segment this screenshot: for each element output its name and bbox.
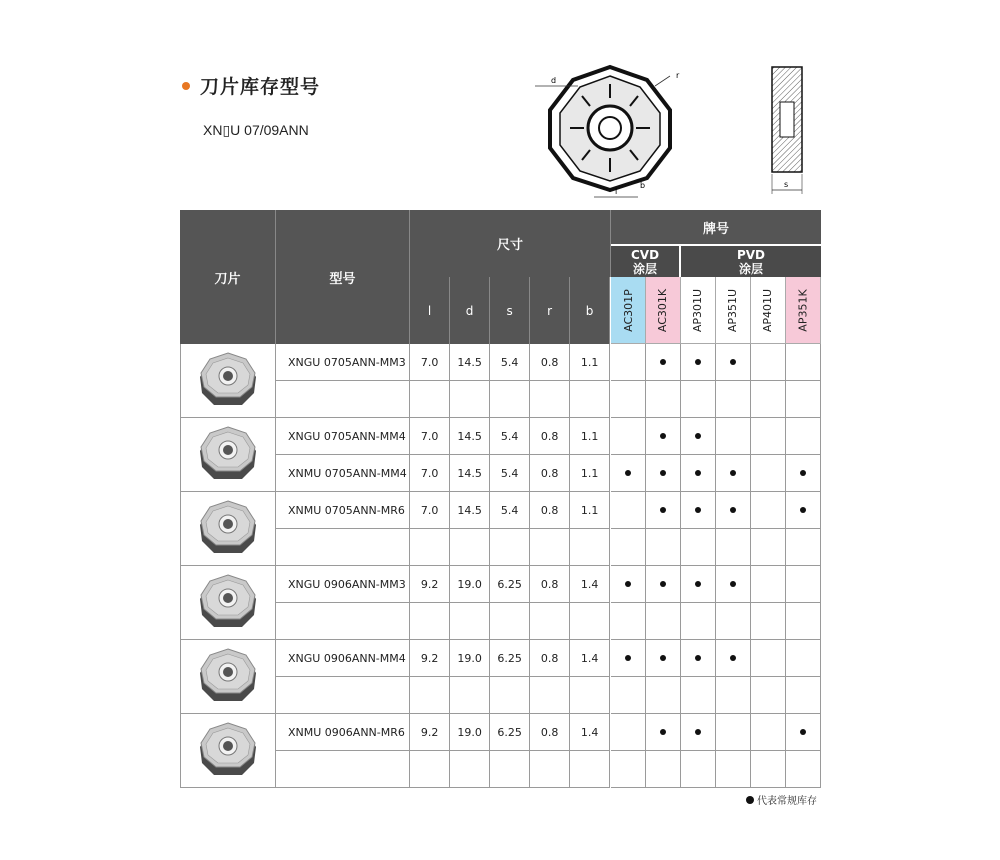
insert-front-diagram — [530, 62, 690, 202]
insert-photo-cell — [180, 714, 276, 788]
dim-cell-d: 19.0 — [450, 566, 490, 603]
page-title: 刀片库存型号 — [200, 76, 321, 98]
dim-cell-b: 1.1 — [570, 492, 610, 529]
header-grade-ac301k — [646, 277, 681, 344]
stock-cell — [716, 603, 751, 640]
stock-cell — [646, 714, 681, 751]
dim-cell-d — [450, 381, 490, 418]
stock-cell — [716, 492, 751, 529]
dim-cell-b: 1.4 — [570, 566, 610, 603]
dim-cell-s: 5.4 — [490, 344, 530, 381]
stock-dot — [660, 470, 666, 476]
grade-label: AP301U — [691, 288, 705, 332]
stock-cell — [646, 603, 681, 640]
legend — [746, 792, 817, 807]
header-insert: 刀片 — [180, 210, 276, 344]
dim-cell-s: 6.25 — [490, 640, 530, 677]
stock-dot — [625, 581, 631, 587]
dim-cell-l — [410, 529, 450, 566]
dim-cell-s: 5.4 — [490, 455, 530, 492]
dim-cell-r: 0.8 — [530, 344, 570, 381]
diagram-label-l: l — [615, 187, 618, 196]
header-dim-r: r — [530, 277, 570, 344]
dim-cell-r: 0.8 — [530, 455, 570, 492]
header-model: 型号 — [276, 210, 410, 344]
stock-dot — [695, 581, 701, 587]
stock-cell — [681, 344, 716, 381]
insert-image — [196, 573, 260, 633]
stock-cell — [681, 677, 716, 714]
stock-dot — [625, 470, 631, 476]
dim-cell-b: 1.4 — [570, 640, 610, 677]
dim-cell-r: 0.8 — [530, 492, 570, 529]
dim-cell-l — [410, 603, 450, 640]
stock-cell — [681, 714, 716, 751]
grade-label: AP401U — [761, 288, 775, 332]
stock-dot — [660, 581, 666, 587]
stock-cell — [646, 751, 681, 788]
stock-cell — [611, 566, 646, 603]
insert-side-diagram — [762, 62, 812, 202]
stock-cell — [786, 529, 821, 566]
model-cell: XNMU 0705ANN-MR6 — [276, 492, 410, 529]
dim-cell-d — [450, 677, 490, 714]
insert-photo-cell — [180, 492, 276, 566]
dim-cell-d: 14.5 — [450, 455, 490, 492]
stock-cell — [611, 418, 646, 455]
stock-cell — [786, 603, 821, 640]
dim-cell-l — [410, 751, 450, 788]
stock-cell — [646, 381, 681, 418]
stock-cell — [786, 455, 821, 492]
model-cell: XNMU 0906ANN-MR6 — [276, 714, 410, 751]
stock-cell — [716, 751, 751, 788]
stock-dot — [695, 655, 701, 661]
grade-label: AP351U — [726, 288, 740, 332]
insert-photo-cell — [180, 344, 276, 418]
stock-dot — [800, 729, 806, 735]
stock-cell — [751, 344, 786, 381]
stock-cell — [786, 418, 821, 455]
dim-cell-l: 7.0 — [410, 492, 450, 529]
header-grade-ac301p — [611, 277, 646, 344]
dim-cell-s: 6.25 — [490, 714, 530, 751]
insert-image — [196, 499, 260, 559]
model-cell: XNGU 0705ANN-MM4 — [276, 418, 410, 455]
stock-dot — [800, 507, 806, 513]
stock-dot — [625, 655, 631, 661]
dim-cell-r: 0.8 — [530, 640, 570, 677]
dim-cell-b — [570, 603, 610, 640]
header-cvd: CVD 涂层 — [611, 244, 681, 277]
header-grade-ap401u — [751, 277, 786, 344]
dim-cell-s: 5.4 — [490, 492, 530, 529]
stock-cell — [646, 529, 681, 566]
header-dim-b: b — [570, 277, 610, 344]
stock-dot — [730, 655, 736, 661]
dim-cell-d: 14.5 — [450, 418, 490, 455]
stock-cell — [646, 455, 681, 492]
stock-cell — [716, 566, 751, 603]
dim-cell-s — [490, 381, 530, 418]
stock-cell — [646, 566, 681, 603]
dim-cell-s: 5.4 — [490, 418, 530, 455]
insert-photo-cell — [180, 418, 276, 492]
header-dim-l: l — [410, 277, 450, 344]
dim-cell-d: 14.5 — [450, 492, 490, 529]
dim-cell-l: 9.2 — [410, 566, 450, 603]
dim-cell-d: 19.0 — [450, 714, 490, 751]
stock-dot — [730, 581, 736, 587]
grade-label: AP351K — [796, 288, 810, 332]
stock-dot — [730, 359, 736, 365]
diagram-label-b: b — [640, 181, 646, 190]
stock-cell — [681, 381, 716, 418]
stock-cell — [611, 751, 646, 788]
dim-cell-b: 1.4 — [570, 714, 610, 751]
model-cell — [276, 603, 410, 640]
dim-cell-d: 19.0 — [450, 640, 490, 677]
stock-cell — [786, 492, 821, 529]
dim-cell-d — [450, 529, 490, 566]
stock-cell — [716, 529, 751, 566]
dim-cell-s — [490, 677, 530, 714]
stock-cell — [751, 492, 786, 529]
stock-dot — [695, 433, 701, 439]
stock-dot — [695, 470, 701, 476]
dim-cell-s — [490, 751, 530, 788]
stock-cell — [751, 455, 786, 492]
stock-dot — [730, 470, 736, 476]
dim-cell-b — [570, 677, 610, 714]
stock-dot — [660, 433, 666, 439]
stock-cell — [751, 529, 786, 566]
dim-cell-d: 14.5 — [450, 344, 490, 381]
dim-cell-l: 7.0 — [410, 418, 450, 455]
stock-dot — [660, 359, 666, 365]
insert-image — [196, 351, 260, 411]
stock-cell — [611, 640, 646, 677]
header-dim-s: s — [490, 277, 530, 344]
dim-cell-l: 9.2 — [410, 640, 450, 677]
header-dimensions: 尺寸 — [410, 210, 611, 277]
dim-cell-s — [490, 529, 530, 566]
model-cell — [276, 677, 410, 714]
header-dim-d: d — [450, 277, 490, 344]
stock-cell — [681, 418, 716, 455]
dim-cell-r: 0.8 — [530, 714, 570, 751]
stock-dot — [660, 655, 666, 661]
stock-cell — [611, 677, 646, 714]
stock-cell — [611, 714, 646, 751]
model-cell: XNGU 0705ANN-MM3 — [276, 344, 410, 381]
stock-cell — [681, 529, 716, 566]
grade-label: AC301K — [656, 288, 670, 332]
stock-cell — [611, 603, 646, 640]
insert-image — [196, 721, 260, 781]
stock-cell — [786, 751, 821, 788]
stock-dot — [660, 507, 666, 513]
stock-cell — [786, 381, 821, 418]
model-cell: XNMU 0705ANN-MM4 — [276, 455, 410, 492]
dim-cell-d — [450, 751, 490, 788]
dim-cell-d — [450, 603, 490, 640]
page-subtitle: XN▯U 07/09ANN — [203, 122, 309, 138]
stock-cell — [716, 677, 751, 714]
stock-cell — [751, 603, 786, 640]
dim-cell-l: 7.0 — [410, 455, 450, 492]
dim-cell-b: 1.1 — [570, 455, 610, 492]
insert-image — [196, 425, 260, 485]
dim-cell-b: 1.1 — [570, 418, 610, 455]
stock-cell — [716, 714, 751, 751]
dim-cell-b — [570, 751, 610, 788]
title-bullet — [182, 82, 190, 90]
stock-cell — [646, 492, 681, 529]
stock-cell — [646, 418, 681, 455]
dim-cell-s — [490, 603, 530, 640]
stock-cell — [786, 714, 821, 751]
stock-cell — [646, 677, 681, 714]
diagram-label-s: s — [784, 180, 789, 189]
stock-cell — [751, 566, 786, 603]
header-grade-ap351k — [786, 277, 821, 344]
stock-cell — [716, 640, 751, 677]
stock-dot — [730, 507, 736, 513]
model-cell — [276, 529, 410, 566]
stock-cell — [646, 344, 681, 381]
insert-photo-cell — [180, 566, 276, 640]
stock-cell — [611, 529, 646, 566]
dim-cell-r — [530, 529, 570, 566]
stock-cell — [681, 603, 716, 640]
dim-cell-r — [530, 677, 570, 714]
stock-cell — [611, 492, 646, 529]
stock-cell — [786, 640, 821, 677]
stock-cell — [786, 566, 821, 603]
dim-cell-r — [530, 751, 570, 788]
stock-cell — [681, 492, 716, 529]
stock-cell — [716, 381, 751, 418]
header-grade-ap301u — [681, 277, 716, 344]
stock-cell — [681, 455, 716, 492]
stock-cell — [681, 751, 716, 788]
diagram-label-d: d — [551, 76, 557, 85]
model-cell: XNGU 0906ANN-MM3 — [276, 566, 410, 603]
stock-cell — [716, 418, 751, 455]
stock-cell — [611, 381, 646, 418]
legend-text: 代表常规库存 — [757, 796, 817, 807]
dim-cell-r: 0.8 — [530, 418, 570, 455]
dim-cell-l — [410, 381, 450, 418]
stock-cell — [681, 566, 716, 603]
stock-cell — [751, 714, 786, 751]
stock-dot — [695, 729, 701, 735]
dim-cell-l: 7.0 — [410, 344, 450, 381]
dim-cell-b — [570, 529, 610, 566]
grade-label: AC301P — [621, 288, 635, 332]
stock-cell — [611, 344, 646, 381]
stock-cell — [751, 381, 786, 418]
stock-cell — [681, 640, 716, 677]
dim-cell-l — [410, 677, 450, 714]
stock-dot — [695, 359, 701, 365]
stock-dot — [695, 507, 701, 513]
stock-cell — [716, 455, 751, 492]
dim-cell-s: 6.25 — [490, 566, 530, 603]
dim-cell-r — [530, 381, 570, 418]
header-grade: 牌号 — [611, 210, 821, 244]
model-cell — [276, 751, 410, 788]
model-cell — [276, 381, 410, 418]
dim-cell-b: 1.1 — [570, 344, 610, 381]
stock-dot — [800, 470, 806, 476]
stock-cell — [751, 418, 786, 455]
dim-cell-r — [530, 603, 570, 640]
stock-dot — [660, 729, 666, 735]
header-grade-ap351u — [716, 277, 751, 344]
stock-cell — [751, 751, 786, 788]
insert-image — [196, 647, 260, 707]
stock-cell — [751, 640, 786, 677]
stock-cell — [646, 640, 681, 677]
stock-cell — [786, 677, 821, 714]
dim-cell-r: 0.8 — [530, 566, 570, 603]
insert-photo-cell — [180, 640, 276, 714]
stock-cell — [786, 344, 821, 381]
legend-dot — [746, 796, 754, 804]
stock-cell — [751, 677, 786, 714]
header-pvd: PVD 涂层 — [681, 244, 821, 277]
dim-cell-b — [570, 381, 610, 418]
diagram-label-r: r — [676, 71, 680, 80]
stock-cell — [716, 344, 751, 381]
stock-cell — [611, 455, 646, 492]
dim-cell-l: 9.2 — [410, 714, 450, 751]
model-cell: XNGU 0906ANN-MM4 — [276, 640, 410, 677]
